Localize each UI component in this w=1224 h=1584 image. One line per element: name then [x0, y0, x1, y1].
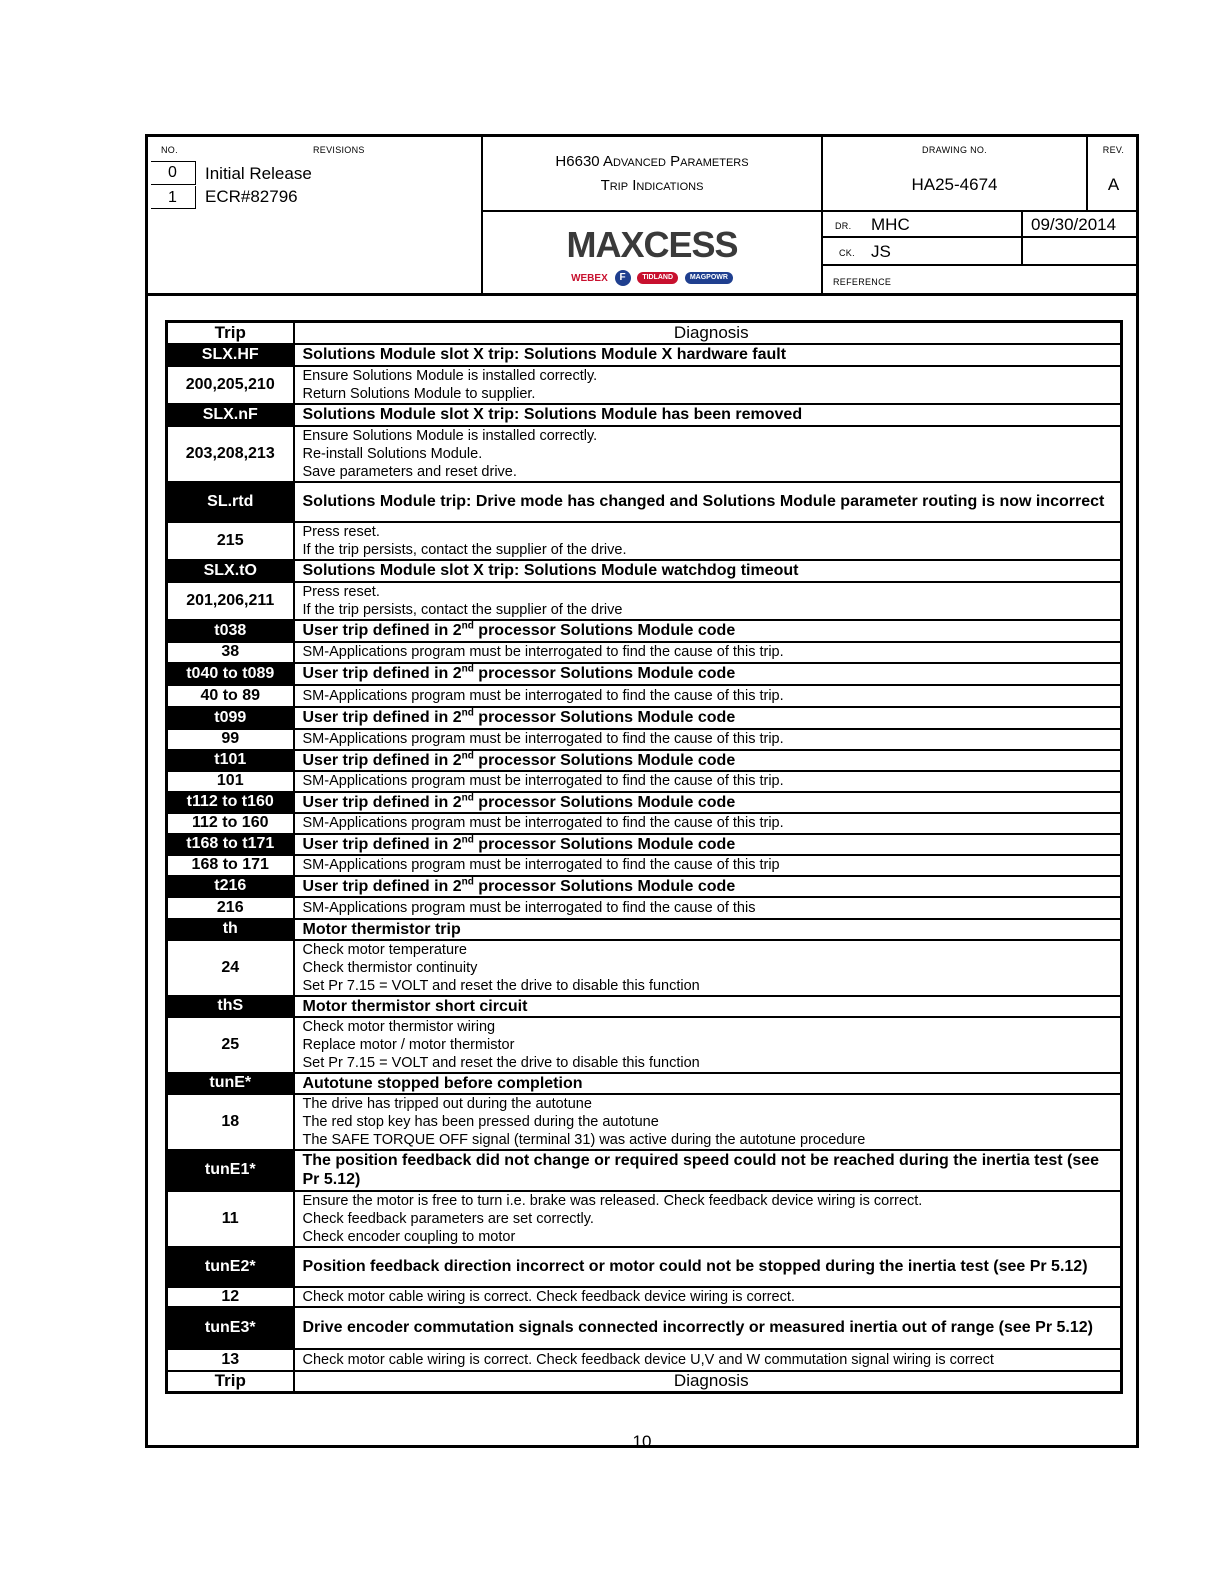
trip-title-sup: nd: [461, 750, 474, 762]
trip-code: SLX.tO: [167, 560, 294, 582]
trip-code: t101: [167, 750, 294, 771]
trip-code: t168 to t171: [167, 834, 294, 855]
header-diagnosis: Diagnosis: [294, 322, 1122, 344]
trip-number: 24: [167, 940, 294, 996]
trip-remedy: [294, 1017, 1122, 1073]
trip-title-sup: nd: [461, 620, 474, 632]
trip-number: 38: [167, 642, 294, 663]
remedy-line: Check motor thermistor wiring: [302, 1018, 496, 1035]
checked-by-row: [823, 238, 1139, 266]
trip-remedy: [294, 940, 1122, 996]
remedy-line: If the trip persists, contact the supplier of the drive: [302, 601, 623, 618]
remedy-line: Press reset.: [302, 523, 380, 540]
document-page: [145, 134, 1139, 1451]
trip-row: [167, 482, 1122, 522]
remedy-line: Replace motor / motor thermistor: [302, 1036, 515, 1053]
trip-code: tunE3*: [167, 1307, 294, 1349]
remedy-line: Ensure Solutions Module is installed correctly.: [302, 367, 598, 384]
trip-code: t038: [167, 620, 294, 642]
remedy-line: Re-install Solutions Module.: [302, 445, 483, 462]
trip-number: 168 to 171: [167, 855, 294, 876]
remedy-line: The SAFE TORQUE OFF signal (terminal 31) was active during the autotune procedure: [302, 1131, 866, 1148]
remedy-line: If the trip persists, contact the supplier of the drive.: [302, 541, 627, 558]
trip-title: [294, 834, 1122, 855]
trip-number: 112 to 160: [167, 813, 294, 834]
drawing-title-block: [483, 137, 823, 212]
trip-row: [167, 1150, 1122, 1191]
trip-title-pre: User trip defined in 2: [302, 622, 462, 639]
trip-row: [167, 1073, 1122, 1094]
trip-detail-row: [167, 426, 1122, 482]
reference-label: REFERENCE: [833, 277, 892, 287]
drawing-number-block: [823, 137, 1088, 212]
trip-remedy: [294, 1287, 1122, 1307]
trip-row: [167, 404, 1122, 426]
revision-letter-block: [1088, 137, 1139, 212]
dr-label: DR.: [835, 221, 852, 231]
trip-remedy: [294, 1191, 1122, 1247]
trip-title-post: processor Solutions Module code: [473, 751, 736, 769]
trip-remedy: [294, 366, 1122, 404]
trip-detail-row: [167, 729, 1122, 750]
trip-title-sup: nd: [461, 663, 474, 675]
maxcess-logo: [483, 212, 823, 295]
trip-remedy: [294, 1349, 1122, 1371]
revisions-label: REVISIONS: [313, 145, 365, 155]
trip-detail-row: [167, 1349, 1122, 1371]
trip-code: SLX.HF: [167, 344, 294, 366]
trip-title-post: processor Solutions Module code: [473, 622, 736, 639]
remedy-line: SM-Applications program must be interrogated to find the cause of this trip: [302, 857, 780, 873]
fife-logo: F: [615, 270, 631, 286]
ck-label: CK.: [839, 248, 855, 258]
revision-0-text: Initial Release: [205, 164, 312, 183]
logo-brand-row: [483, 270, 821, 286]
trip-title-pre: User trip defined in 2: [302, 751, 462, 769]
trip-code: t112 to t160: [167, 792, 294, 813]
trip-title: [294, 792, 1122, 813]
trip-code: t099: [167, 707, 294, 729]
trip-title-pre: User trip defined in 2: [302, 835, 462, 853]
trip-row: [167, 344, 1122, 366]
trip-detail-row: [167, 1191, 1122, 1247]
trip-title: Solutions Module trip: Drive mode has changed and Solutions Module parameter routing is now incorrect: [294, 482, 1122, 522]
remedy-line: The drive has tripped out during the autotune: [302, 1095, 592, 1112]
trip-number: 18: [167, 1094, 294, 1150]
remedy-line: SM-Applications program must be interrogated to find the cause of this trip.: [302, 815, 784, 831]
trip-row: [167, 876, 1122, 897]
trip-row: [167, 663, 1122, 685]
trip-title: Motor thermistor short circuit: [294, 996, 1122, 1017]
trip-code: tunE2*: [167, 1247, 294, 1287]
trip-remedy: [294, 771, 1122, 792]
footer-trip: Trip: [167, 1371, 294, 1393]
trip-row: [167, 707, 1122, 729]
remedy-line: Return Solutions Module to supplier.: [302, 385, 536, 402]
remedy-line: Check encoder coupling to motor: [302, 1228, 516, 1245]
remedy-line: Check motor cable wiring is correct. Check feedback device U,V and W commutation signal wiring is correct: [302, 1351, 994, 1368]
trip-row: [167, 1247, 1122, 1287]
remedy-line: Press reset.: [302, 583, 380, 600]
drawing-no-value: HA25-4674: [911, 175, 998, 194]
trip-title-pre: User trip defined in 2: [302, 877, 462, 895]
tidland-logo: TIDLAND: [637, 272, 678, 284]
trip-code: t040 to t089: [167, 663, 294, 685]
trip-number: 203,208,213: [167, 426, 294, 482]
trip-remedy: [294, 582, 1122, 620]
revision-0-no: 0: [168, 164, 177, 181]
magpowr-logo: MAGPOWR: [685, 272, 733, 284]
footer-diagnosis: Diagnosis: [294, 1371, 1122, 1393]
remedy-line: SM-Applications program must be interrogated to find the cause of this trip.: [302, 644, 784, 660]
trip-row: [167, 560, 1122, 582]
page-number: 10: [632, 1432, 652, 1451]
trip-code: t216: [167, 876, 294, 897]
no-label: NO.: [161, 145, 178, 155]
trip-title-pre: User trip defined in 2: [302, 665, 462, 682]
trip-detail-row: [167, 685, 1122, 707]
remedy-line: Set Pr 7.15 = VOLT and reset the drive to disable this function: [302, 977, 700, 994]
date-value: 09/30/2014: [1031, 215, 1117, 234]
trip-row: [167, 1307, 1122, 1349]
trip-detail-row: [167, 940, 1122, 996]
trip-number: 13: [167, 1349, 294, 1371]
trip-title-sup: nd: [461, 876, 474, 888]
trip-detail-row: [167, 897, 1122, 919]
ck-value: JS: [871, 242, 891, 261]
trip-code: tunE*: [167, 1073, 294, 1094]
trip-title-sup: nd: [461, 792, 474, 804]
trip-title: Solutions Module slot X trip: Solutions Module watchdog timeout: [294, 560, 1122, 582]
trip-title: Solutions Module slot X trip: Solutions Module has been removed: [294, 404, 1122, 426]
trip-number: 215: [167, 522, 294, 560]
trip-row: [167, 620, 1122, 642]
trip-number: 11: [167, 1191, 294, 1247]
header-trip: Trip: [167, 322, 294, 344]
trip-row: [167, 996, 1122, 1017]
trip-row: [167, 919, 1122, 940]
remedy-line: SM-Applications program must be interrogated to find the cause of this: [302, 899, 756, 916]
drawn-by-row: [823, 212, 1139, 238]
trip-title-post: processor Solutions Module code: [473, 835, 736, 853]
drawing-title-line2: Trip Indications: [600, 177, 704, 194]
trip-table: [165, 320, 1123, 1394]
remedy-line: Ensure Solutions Module is installed correctly.: [302, 427, 598, 444]
rev-value: A: [1107, 175, 1120, 194]
dr-value: MHC: [871, 215, 910, 234]
trip-detail-row: [167, 771, 1122, 792]
trip-remedy: [294, 685, 1122, 707]
trip-title-sup: nd: [461, 707, 474, 719]
trip-number: 25: [167, 1017, 294, 1073]
trip-detail-row: [167, 1017, 1122, 1073]
remedy-line: Ensure the motor is free to turn i.e. brake was released. Check feedback device wiring is correct.: [302, 1192, 923, 1209]
trip-number: 201,206,211: [167, 582, 294, 620]
trip-title-post: processor Solutions Module code: [473, 877, 736, 895]
trip-title: [294, 707, 1122, 729]
trip-title-post: processor Solutions Module code: [473, 665, 736, 682]
trip-title: [294, 663, 1122, 685]
rev-label: REV.: [1102, 145, 1125, 155]
trip-number: 99: [167, 729, 294, 750]
trip-title: The position feedback did not change or required speed could not be reached during the inertia test (see Pr 5.12): [294, 1150, 1122, 1191]
trip-number: 40 to 89: [167, 685, 294, 707]
trip-remedy: [294, 426, 1122, 482]
trip-remedy: [294, 729, 1122, 750]
trip-title: Drive encoder commutation signals connected incorrectly or measured inertia out of range (see Pr 5.12): [294, 1307, 1122, 1349]
table-header-row: [167, 322, 1122, 344]
drawing-title-line1: H6630 Advanced Parameters: [555, 153, 749, 170]
remedy-line: Save parameters and reset drive.: [302, 463, 517, 480]
trip-remedy: [294, 1094, 1122, 1150]
trip-row: [167, 750, 1122, 771]
remedy-line: Check motor temperature: [302, 941, 467, 958]
trip-detail-row: [167, 1094, 1122, 1150]
logo-wordmark: MAXCESS: [566, 224, 738, 265]
trip-title: [294, 750, 1122, 771]
trip-detail-row: [167, 1287, 1122, 1307]
revision-1-no: 1: [168, 189, 177, 206]
trip-code: SLX.nF: [167, 404, 294, 426]
remedy-line: Set Pr 7.15 = VOLT and reset the drive to disable this function: [302, 1054, 700, 1071]
table-footer-row: [167, 1371, 1122, 1393]
remedy-line: SM-Applications program must be interrogated to find the cause of this trip.: [302, 731, 784, 747]
trip-detail-row: [167, 642, 1122, 663]
trip-code: thS: [167, 996, 294, 1017]
trip-title: Autotune stopped before completion: [294, 1073, 1122, 1094]
remedy-line: The red stop key has been pressed during the autotune: [302, 1113, 659, 1130]
trip-remedy: [294, 897, 1122, 919]
trip-number: 216: [167, 897, 294, 919]
trip-code: SL.rtd: [167, 482, 294, 522]
trip-title-sup: nd: [461, 834, 474, 846]
remedy-line: SM-Applications program must be interrogated to find the cause of this trip.: [302, 687, 784, 704]
trip-detail-row: [167, 366, 1122, 404]
reference-row: [823, 266, 1139, 295]
webex-logo: WEBEX: [571, 272, 608, 284]
remedy-line: Check thermistor continuity: [302, 959, 478, 976]
trip-code: tunE1*: [167, 1150, 294, 1191]
trip-title: [294, 620, 1122, 642]
trip-number: 101: [167, 771, 294, 792]
trip-remedy: [294, 813, 1122, 834]
drawing-no-label: DRAWING NO.: [922, 145, 987, 155]
remedy-line: SM-Applications program must be interrogated to find the cause of this trip.: [302, 773, 784, 789]
trip-title-post: processor Solutions Module code: [473, 709, 736, 726]
trip-title-pre: User trip defined in 2: [302, 793, 462, 811]
trip-remedy: [294, 855, 1122, 876]
trip-number: 200,205,210: [167, 366, 294, 404]
trip-detail-row: [167, 813, 1122, 834]
trip-title-pre: User trip defined in 2: [302, 709, 462, 726]
remedy-line: Check feedback parameters are set correctly.: [302, 1210, 594, 1227]
trip-title: Position feedback direction incorrect or motor could not be stopped during the inertia test (see Pr 5.12): [294, 1247, 1122, 1287]
trip-detail-row: [167, 855, 1122, 876]
trip-remedy: [294, 522, 1122, 560]
revisions-block: [148, 137, 483, 295]
trip-title: [294, 876, 1122, 897]
trip-detail-row: [167, 582, 1122, 620]
trip-code: th: [167, 919, 294, 940]
trip-remedy: [294, 642, 1122, 663]
trip-detail-row: [167, 522, 1122, 560]
trip-row: [167, 792, 1122, 813]
trip-row: [167, 834, 1122, 855]
trip-title: Motor thermistor trip: [294, 919, 1122, 940]
remedy-line: Check motor cable wiring is correct. Check feedback device wiring is correct.: [302, 1288, 795, 1305]
revision-1-text: ECR#82796: [205, 187, 298, 206]
trip-number: 12: [167, 1287, 294, 1307]
trip-title-post: processor Solutions Module code: [473, 793, 736, 811]
trip-title: Solutions Module slot X trip: Solutions Module X hardware fault: [294, 344, 1122, 366]
